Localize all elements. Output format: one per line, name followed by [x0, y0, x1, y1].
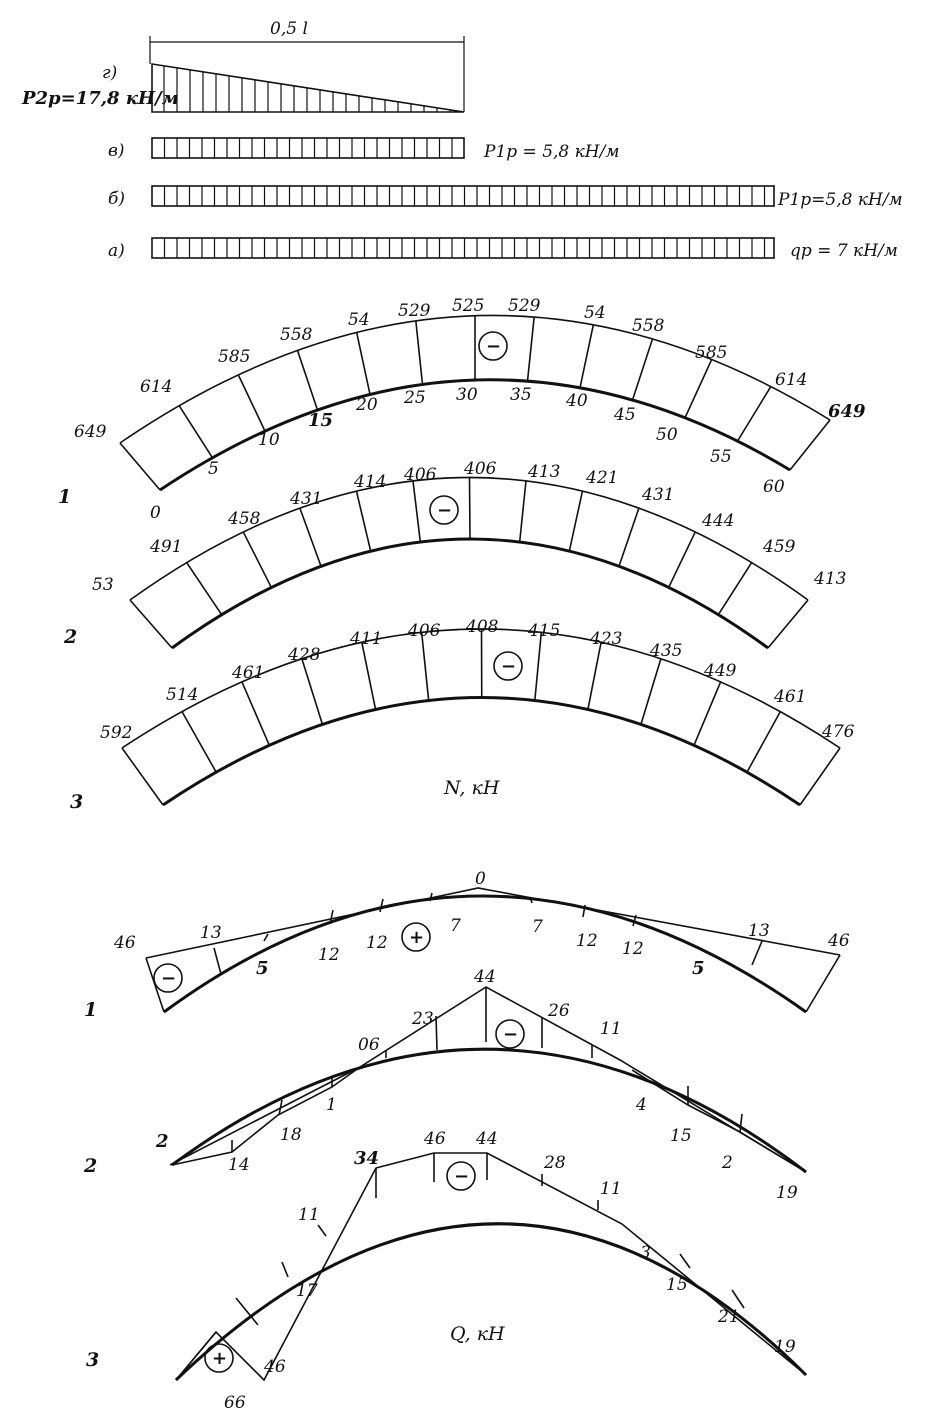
n-diagram — [58, 296, 866, 813]
n3-value: 461 — [232, 663, 265, 683]
n-row-1-values — [74, 296, 866, 442]
q2-value: 2 — [722, 1153, 733, 1173]
load-a-hatch — [165, 238, 765, 258]
n-row-2 — [63, 459, 846, 648]
load-g-label: P2p=17,8 кН/м — [22, 88, 179, 109]
q-row-1-ordinates — [214, 893, 762, 974]
q-row-1-sign-plus: + — [409, 927, 425, 948]
q-row-3-values — [224, 1129, 796, 1413]
n-row-1-number: 1 — [58, 486, 72, 508]
q1-value: 12 — [622, 939, 644, 959]
q3-value: 46 — [264, 1357, 286, 1377]
section-number: 30 — [456, 385, 478, 405]
load-b-letter: б) — [108, 189, 126, 209]
load-schemes — [21, 19, 903, 261]
q2-value: 14 — [228, 1155, 250, 1175]
n2-value: 414 — [354, 472, 387, 492]
q-caption: Q, кН — [450, 1323, 505, 1345]
n3-value: 514 — [166, 685, 199, 705]
n1-value: 558 — [280, 325, 313, 345]
q-row-2-ordinates — [232, 987, 742, 1152]
q3-value: 3 — [640, 1243, 651, 1263]
q3-value: 66 — [224, 1393, 246, 1413]
q3-value: 34 — [354, 1148, 380, 1169]
n2-value: 444 — [702, 511, 735, 531]
n-row-3-values — [100, 617, 855, 743]
q1-value: 7 — [532, 917, 543, 937]
n3-value: 435 — [650, 641, 683, 661]
n1-value: 529 — [398, 301, 431, 321]
q2-value: 11 — [600, 1019, 622, 1039]
n2-value: 459 — [763, 537, 796, 557]
n3-value: 449 — [704, 661, 737, 681]
n1-value: 585 — [218, 347, 251, 367]
n-caption: N, кН — [444, 777, 500, 799]
load-a-full — [108, 238, 898, 261]
q3-value: 17 — [296, 1281, 318, 1301]
load-b-label: P1p=5,8 кН/м — [778, 190, 903, 210]
q2-value: 26 — [548, 1001, 570, 1021]
n3-value: 592 — [100, 723, 133, 743]
load-a-letter: а) — [108, 241, 125, 261]
n-row-3 — [70, 617, 855, 813]
n2-value: 413 — [528, 462, 561, 482]
section-number: 45 — [614, 405, 636, 425]
q2-value: 4 — [636, 1095, 647, 1115]
n1-value: 614 — [775, 370, 808, 390]
n2-value: 491 — [150, 537, 183, 557]
n3-value: 411 — [350, 629, 383, 649]
load-v-letter: в) — [108, 141, 125, 161]
q-row-2 — [83, 967, 806, 1203]
n2-value: 406 — [404, 465, 437, 485]
q1-value: 46 — [828, 931, 850, 951]
n2-value: 53 — [92, 575, 114, 595]
q2-value: 06 — [358, 1035, 380, 1055]
q1-value: 12 — [366, 933, 388, 953]
n3-value: 461 — [774, 687, 807, 707]
n1-value: 649 — [74, 422, 107, 442]
load-v-half — [108, 138, 619, 162]
n-row-2-number: 2 — [64, 626, 78, 648]
q2-value: 1 — [326, 1095, 337, 1115]
q3-value: 15 — [666, 1275, 688, 1295]
n1-value: 529 — [508, 296, 541, 316]
n1-value: 54 — [584, 303, 606, 323]
section-number: 20 — [356, 395, 378, 415]
load-g-letter: г) — [102, 63, 118, 83]
n3-value: 428 — [288, 645, 321, 665]
section-number: 10 — [258, 430, 280, 450]
n1-value: 558 — [632, 316, 665, 336]
q-row-2-values — [155, 967, 798, 1203]
section-number: 0 — [150, 503, 161, 523]
n2-value: 406 — [464, 459, 497, 479]
section-number: 60 — [763, 477, 785, 497]
q1-value: 13 — [200, 923, 222, 943]
q1-value: 5 — [692, 958, 705, 979]
section-number: 15 — [308, 410, 334, 431]
q1-value: 5 — [256, 958, 269, 979]
n2-value: 431 — [642, 485, 675, 505]
q-row-2-number: 2 — [84, 1155, 98, 1177]
q-row-3-number: 3 — [86, 1349, 100, 1371]
q3-value: 19 — [774, 1337, 796, 1357]
load-g-triangular — [21, 19, 464, 112]
load-v-label: P1p = 5,8 кН/м — [484, 142, 620, 162]
n2-value: 421 — [586, 468, 619, 488]
dimension-label: 0,5 l — [270, 19, 308, 39]
load-v-hatch — [165, 138, 453, 158]
section-number: 5 — [208, 459, 219, 479]
q2-value: 23 — [412, 1009, 434, 1029]
q-row-1-values — [113, 869, 850, 979]
n2-value: 413 — [814, 569, 847, 589]
n1-value: 585 — [695, 343, 728, 363]
q2-value: 15 — [670, 1126, 692, 1146]
n2-value: 431 — [290, 489, 323, 509]
q1-value: 0 — [475, 869, 486, 889]
q2-value: 19 — [776, 1183, 798, 1203]
q-row-3-sign-plus: + — [212, 1348, 228, 1369]
load-a-label: qp = 7 кН/м — [790, 241, 898, 261]
q-row-1-sign-minus: − — [161, 968, 177, 989]
n3-value: 423 — [590, 629, 623, 649]
n2-value: 458 — [228, 509, 261, 529]
q2-value: 18 — [280, 1125, 302, 1145]
q1-value: 12 — [318, 945, 340, 965]
q1-value: 13 — [748, 921, 770, 941]
n-row-2-sign: − — [437, 500, 453, 521]
n1-value: 525 — [452, 296, 485, 316]
n-row-1 — [58, 296, 866, 523]
q3-value: 44 — [476, 1129, 498, 1149]
q2-value: 44 — [474, 967, 496, 987]
n1-value: 54 — [348, 310, 370, 330]
n-row-3-number: 3 — [70, 791, 84, 813]
load-b-hatch — [165, 186, 765, 206]
n-section-numbers — [150, 385, 785, 523]
n-row-3-sign: − — [501, 656, 517, 677]
q3-value: 46 — [424, 1129, 446, 1149]
n3-value: 415 — [528, 621, 561, 641]
n-row-1-sign: − — [486, 336, 502, 357]
q3-value: 11 — [600, 1179, 622, 1199]
q3-value: 11 — [298, 1205, 320, 1225]
section-number: 25 — [404, 388, 426, 408]
load-b-full — [108, 186, 903, 210]
n3-value: 406 — [408, 621, 441, 641]
n3-value: 408 — [466, 617, 499, 637]
q-row-3-sign-minus: − — [454, 1166, 470, 1187]
q1-value: 12 — [576, 931, 598, 951]
q-diagram — [83, 869, 850, 1413]
q3-value: 21 — [718, 1307, 740, 1327]
q2-value: 2 — [156, 1131, 169, 1152]
q-row-1-number: 1 — [84, 999, 98, 1021]
q1-value: 7 — [450, 916, 461, 936]
section-number: 35 — [510, 385, 532, 405]
n-row-3-dividers — [182, 629, 780, 772]
q1-value: 46 — [114, 933, 136, 953]
n3-value: 476 — [822, 722, 855, 742]
q-row-3 — [86, 1129, 806, 1413]
section-number: 40 — [566, 391, 588, 411]
section-number: 50 — [656, 425, 678, 445]
q3-value: 28 — [544, 1153, 566, 1173]
n1-value: 614 — [140, 377, 173, 397]
q-row-2-sign: − — [503, 1024, 519, 1045]
n1-value: 649 — [828, 401, 866, 422]
section-number: 55 — [710, 447, 732, 467]
